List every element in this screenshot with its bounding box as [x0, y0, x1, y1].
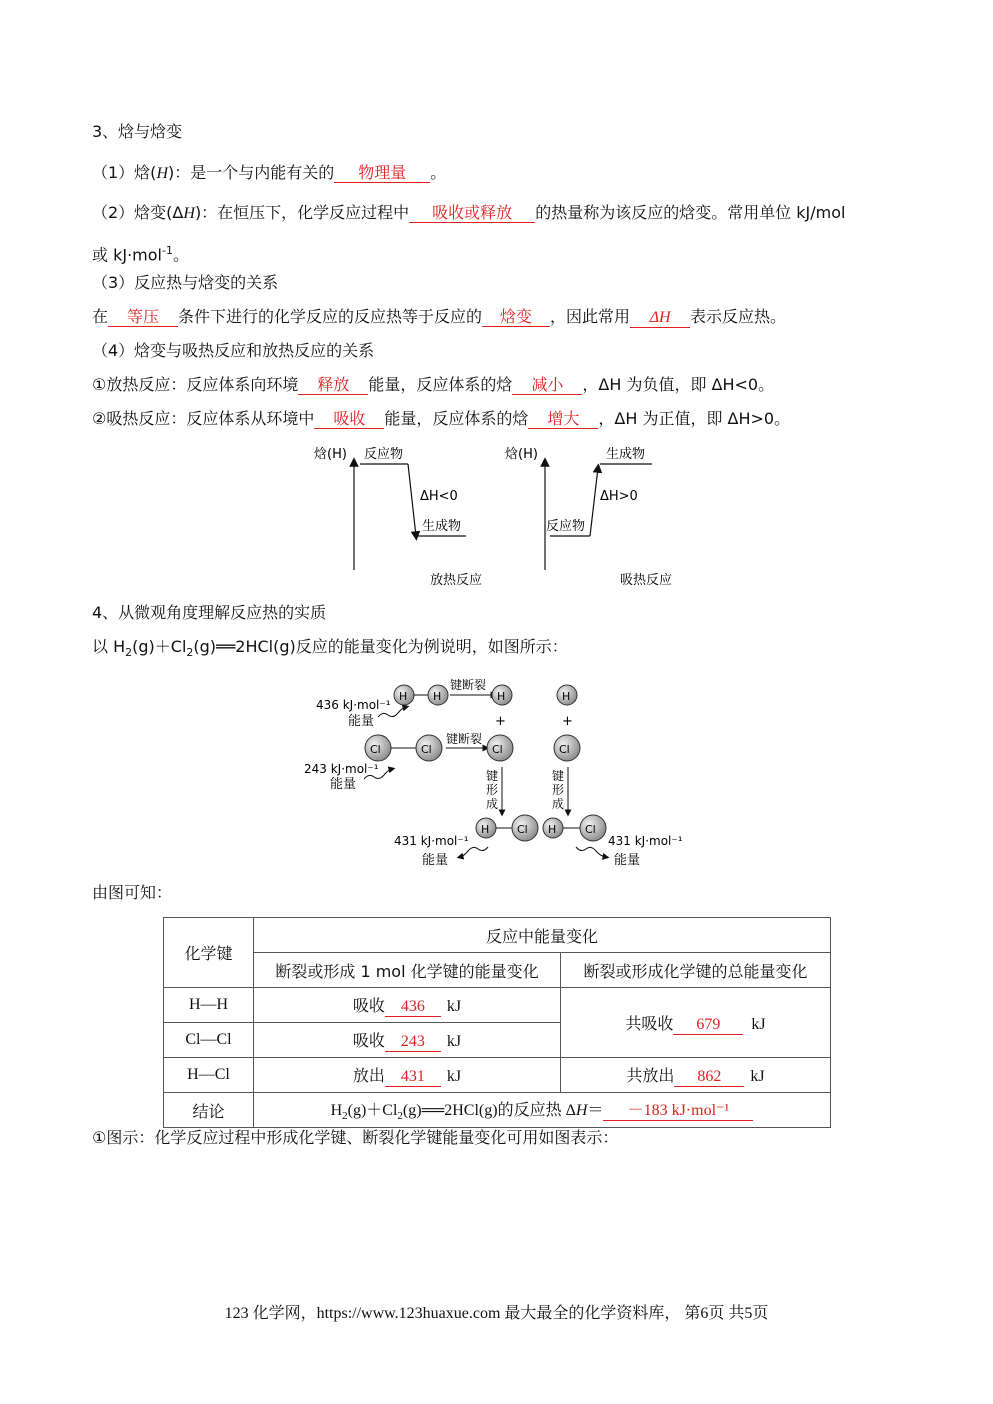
caption-endothermic: 吸热反应	[620, 573, 673, 588]
label-form: 键	[486, 769, 499, 783]
plus: +	[562, 714, 573, 729]
symbol-h: H	[156, 165, 168, 182]
wavy-arrow	[576, 847, 606, 857]
header-single: 断裂或形成 1 mol 化学键的能量变化	[254, 953, 561, 988]
text: 能量，反应体系的焓	[384, 409, 529, 428]
answer-blank: 431	[385, 1067, 441, 1087]
answer-blank: 吸收或释放	[409, 203, 535, 223]
atom-label: Cl	[585, 823, 596, 836]
label-form: 键	[552, 769, 565, 783]
energy-label: 能量	[330, 777, 357, 792]
unit: kJ	[751, 1015, 766, 1033]
label-form: 成	[552, 797, 565, 811]
cell-total	[561, 1058, 831, 1093]
atom-label: H	[481, 823, 490, 836]
energy-label: 能量	[614, 853, 641, 868]
answer-blank: 焓变	[482, 307, 550, 327]
label-form: 成	[486, 797, 499, 811]
label-reactant-right: 反应物	[546, 519, 586, 534]
atom-label: Cl	[492, 743, 503, 756]
energy-436: 436 kJ·mol⁻¹	[316, 698, 391, 712]
atom-label: Cl	[517, 823, 528, 836]
section-3-title: 3、焓与焓变	[92, 122, 183, 141]
energy-431-left: 431 kJ·mol⁻¹	[394, 834, 469, 848]
text: )：在恒压下，化学反应过程中	[194, 203, 410, 222]
label-reactant-left: 反应物	[364, 447, 404, 462]
text: 以 H	[92, 637, 126, 656]
section-4-title: 4、从微观角度理解反应热的实质	[92, 603, 327, 622]
atom-label: H	[433, 690, 442, 703]
text: )：是一个与内能有关的	[168, 163, 335, 182]
text: H	[330, 1102, 343, 1120]
text: (g)══2HCl(g)反应的能量变化为例说明，如图所示：	[193, 637, 568, 656]
cell-bond: H—Cl	[164, 1058, 254, 1093]
unit: kJ	[446, 1068, 462, 1085]
atom-label: Cl	[421, 743, 432, 756]
text: 表示反应热。	[690, 307, 787, 326]
arrow-down	[408, 464, 416, 536]
subscript: 2	[397, 1110, 403, 1123]
text: ②吸热反应：反应体系从环境中	[92, 409, 315, 428]
label-form: 形	[486, 783, 499, 797]
text: ①放热反应：反应体系向环境	[92, 375, 299, 394]
subscript: 2	[342, 1110, 348, 1123]
text: (g)＋Cl	[132, 637, 187, 656]
energy-243: 243 kJ·mol⁻¹	[304, 762, 379, 776]
text: ，ΔH 为正值，即 ΔH>0。	[598, 409, 791, 428]
enthalpy-diagram	[300, 440, 700, 590]
text: （2）焓变(Δ	[92, 203, 184, 222]
text: 。	[172, 245, 189, 265]
table-row	[164, 1058, 831, 1093]
text: 吸收	[352, 996, 385, 1015]
cell-conclusion-label: 结论	[164, 1093, 254, 1128]
plus: +	[495, 714, 506, 729]
para-note: ①图示：化学反应过程中形成化学键、断裂化学键能量变化可用如图表示：	[92, 1128, 619, 1147]
caption-exothermic: 放热反应	[430, 573, 483, 588]
text: （1）焓(	[92, 163, 157, 182]
delta-left: ΔH<0	[420, 489, 458, 504]
ylabel-right: 焓(H)	[505, 447, 538, 462]
header-change: 反应中能量变化	[254, 918, 831, 953]
cell-single	[254, 1058, 561, 1093]
text: 的热量称为该反应的焓变。常用单位 kJ/mol	[535, 203, 846, 222]
para-unit	[92, 240, 189, 266]
subscript: 2	[186, 646, 194, 660]
answer-blank: 436	[385, 997, 441, 1017]
table-row	[164, 988, 831, 1023]
wavy-arrow	[460, 847, 488, 857]
text: 或 kJ·mol	[92, 245, 162, 265]
text: 能量，反应体系的焓	[368, 375, 513, 394]
answer-blank: 释放	[298, 375, 368, 395]
answer-blank: ΔH	[630, 308, 690, 328]
ylabel-left: 焓(H)	[314, 447, 347, 462]
para-sign-title: （4）焓变与吸热反应和放热反应的关系	[92, 341, 375, 360]
text: 。	[430, 163, 447, 182]
cell-bond: H—H	[164, 988, 254, 1023]
text: ＝	[587, 1102, 604, 1120]
label-product-left: 生成物	[422, 519, 462, 534]
para-exothermic	[92, 374, 774, 396]
atom-label: H	[497, 690, 506, 703]
label-product-right: 生成物	[606, 447, 646, 462]
answer-blank: 减小	[512, 375, 582, 395]
text: 放出	[352, 1066, 385, 1085]
atom-label: Cl	[559, 743, 570, 756]
para-relation-title: （3）反应热与焓变的关系	[92, 273, 279, 292]
text: 共吸收	[625, 1013, 674, 1033]
answer-blank: 物理量	[334, 163, 430, 183]
answer-blank: 吸收	[314, 409, 384, 429]
para-example	[92, 636, 568, 664]
label-break: 键断裂	[446, 732, 483, 746]
energy-label: 能量	[422, 853, 449, 868]
atom-label: H	[562, 690, 571, 703]
text: 吸收	[352, 1031, 385, 1050]
atom-label: Cl	[370, 743, 381, 756]
text: (g)＋Cl	[347, 1102, 398, 1120]
header-bond: 化学键	[164, 918, 254, 988]
para-enthalpy-change	[92, 202, 845, 225]
text: 条件下进行的化学反应的反应热等于反应的	[178, 307, 483, 326]
label-form: 形	[552, 783, 565, 797]
text: 共放出	[626, 1066, 675, 1085]
table-row	[164, 1093, 831, 1128]
arrow-up	[590, 468, 598, 536]
para-endothermic	[92, 408, 790, 430]
answer-blank: 增大	[528, 409, 598, 429]
answer-blank: 679	[673, 1015, 743, 1035]
unit: kJ	[750, 1068, 765, 1085]
para-relation	[92, 306, 786, 328]
text: 在	[92, 307, 109, 326]
subscript: 2	[125, 646, 133, 660]
unit: kJ	[446, 998, 462, 1015]
cell-conclusion	[254, 1093, 831, 1128]
text: ，ΔH 为负值，即 ΔH<0。	[582, 375, 775, 394]
answer-blank: 等压	[108, 307, 178, 327]
cell-bond: Cl—Cl	[164, 1023, 254, 1058]
cell-total	[561, 988, 831, 1058]
text: (g)══2HCl(g)的反应热 Δ	[402, 1102, 576, 1120]
answer-blank: 862	[674, 1067, 744, 1087]
para-enthalpy	[92, 162, 446, 185]
unit: kJ	[446, 1033, 462, 1050]
label-break: 键断裂	[450, 678, 487, 692]
text: ，因此常用	[550, 307, 631, 326]
answer-blank: －183 kJ·mol⁻¹	[603, 1101, 753, 1121]
energy-table	[163, 917, 831, 1128]
header-total: 断裂或形成化学键的总能量变化	[561, 953, 831, 988]
superscript: -1	[161, 244, 173, 257]
energy-431-right: 431 kJ·mol⁻¹	[608, 834, 683, 848]
para-from-figure: 由图可知：	[92, 883, 173, 902]
delta-right: ΔH>0	[600, 489, 638, 504]
page-footer: 123 化学网，https://www.123huaxue.com 最大最全的化学资料库， 第6页 共5页	[224, 1305, 769, 1322]
energy-label: 能量	[348, 714, 375, 729]
symbol-h: H	[183, 205, 195, 222]
symbol-h: H	[575, 1102, 588, 1120]
atom-label: H	[399, 690, 408, 703]
cell-single	[254, 988, 561, 1023]
atom-label: H	[548, 823, 557, 836]
bond-energy-diagram	[300, 675, 700, 875]
cell-single	[254, 1023, 561, 1058]
answer-blank: 243	[385, 1032, 441, 1052]
